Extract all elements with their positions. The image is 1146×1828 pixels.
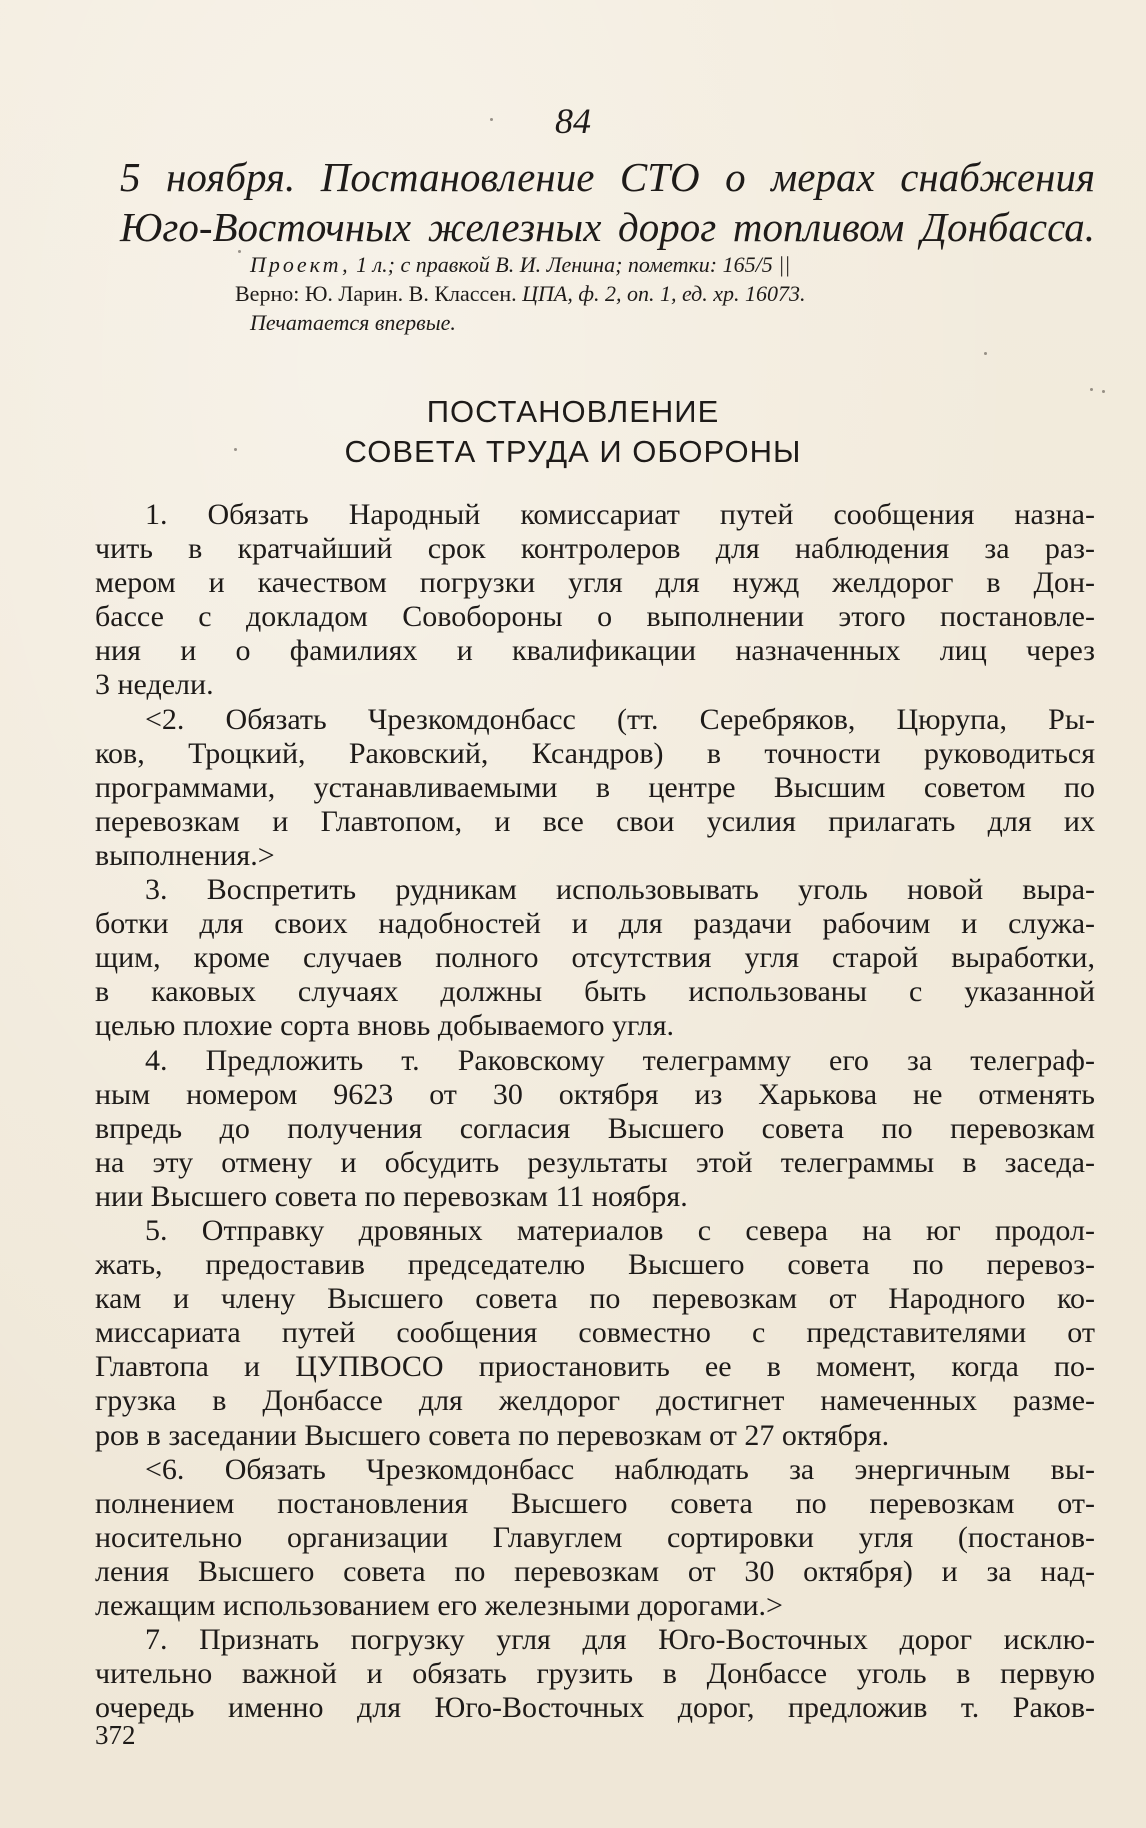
source-note-verified: Верно: Ю. Ларин. В. Классен. [235,281,517,306]
scan-speck [234,448,237,451]
body-line: ления Высшего совета по перевозкам от 30 октября) и за над- [95,1554,1095,1588]
body-line: ботки для своих надобностей и для раздачи рабочим и служа- [95,907,1095,941]
body-line: мером и качеством погрузки угля для нужд желдорог в Дон- [95,566,1095,600]
body-line: перевозкам и Главтопом, и все свои усилия прилагать для их [95,804,1095,838]
body-line: ным номером 9623 от 30 октября из Харькова не отменять [95,1077,1095,1111]
body-line: 4. Предложить т. Раковскому телеграмму его за телеграф- [145,1043,1095,1077]
body-line: 5. Отправку дровяных материалов с севера на юг продол- [145,1213,1095,1247]
body-line: грузка в Донбассе для желдорог достигнет намеченных разме- [95,1384,1095,1418]
body-line: выполнения.> [95,838,275,872]
source-note-line-1 [250,250,1085,279]
source-note-archive-ref: ЦПА, ф. 2, оп. 1, ед. хр. 16073. [516,281,806,306]
scan-speck [490,118,493,121]
page-number: 372 [95,1720,136,1750]
body-line: впредь до получения согласия Высшего совета по перевозкам [95,1111,1095,1145]
body-line: на эту отмену и обсудить результаты этой телеграммы в заседа- [95,1145,1095,1179]
body-line: 3. Воспретить рудникам использовывать уголь новой выра- [145,873,1095,907]
body-line: <2. Обязать Чрезкомдонбасс (тт. Серебряков, Цюрупа, Ры- [145,702,1095,736]
entry-heading-line-1: 5 ноября. Постановление СТО о мерах снабжения [120,154,1095,200]
resolution-body [95,498,1095,1725]
body-line: 7. Признать погрузку угля для Юго-Восточных дорог исклю- [145,1623,1095,1657]
body-line: <6. Обязать Чрезкомдонбасс наблюдать за энергичным вы- [145,1452,1095,1486]
scan-speck [238,250,241,253]
scan-speck [1102,390,1105,393]
body-line: ров в заседании Высшего совета по перевозкам от 27 октября. [95,1418,890,1452]
entry-heading [120,152,1095,252]
body-line: миссариата путей сообщения совместно с представителями от [95,1316,1095,1350]
source-note-draft-details: 1 л.; с правкой В. И. Ленина; пометки: 165/5 || [350,252,791,277]
body-line: ков, Троцкий, Раковский, Ксандров) в точности руководиться [95,736,1095,770]
scan-speck [1090,388,1093,391]
body-line: целью плохие сорта вновь добываемого угля. [95,1009,675,1043]
body-line: 1. Обязать Народный комиссариат путей сообщения назна- [145,498,1095,531]
body-line: чить в кратчайший срок контролеров для наблюдения за раз- [95,532,1095,566]
body-line: программами, устанавливаемыми в центре Высшим советом по [95,770,1095,804]
body-line: полнением постановления Высшего совета по перевозкам от- [95,1486,1095,1520]
body-line: лежащим использованием его железными дорогами.> [95,1589,783,1622]
document-title [0,392,1146,472]
body-line: ния и о фамилиях и квалификации назначенных лиц через [95,634,1095,668]
folio-number: 84 [555,101,591,141]
document-title-line-1: ПОСТАНОВЛЕНИЕ [426,394,720,429]
body-line: 3 недели. [95,668,214,702]
source-note [235,250,1085,337]
source-note-line-2 [235,279,1085,308]
document-title-line-2: СОВЕТА ТРУДА И ОБОРОНЫ [344,434,802,469]
source-note-line-3: Печатается впервые. [250,310,456,335]
body-line: Главтопа и ЦУПВОСО приостановить ее в момент, когда по- [95,1350,1095,1384]
body-line: носительно организации Главуглем сортировки угля (постанов- [95,1520,1095,1554]
body-line: чительно важной и обязать грузить в Донбассе уголь в первую [95,1657,1095,1691]
source-note-draft-label: Проект, [250,252,351,277]
body-line: очередь именно для Юго-Восточных дорог, предложив т. Раков- [95,1691,1095,1725]
body-line: в каковых случаях должны быть использованы с указанной [95,975,1095,1009]
body-line: жать, предоставив председателю Высшего совета по перевоз- [95,1248,1095,1282]
body-line: бассе с докладом Совобороны о выполнении этого постановле- [95,600,1095,634]
body-line: кам и члену Высшего совета по перевозкам от Народного ко- [95,1282,1095,1316]
body-line: щим, кроме случаев полного отсутствия угля старой выработки, [95,941,1095,975]
entry-heading-line-2: Юго-Восточных железных дорог топливом Донбасса. [120,204,1095,250]
body-line: нии Высшего совета по перевозкам 11 ноября. [95,1179,688,1213]
scan-speck [984,352,987,355]
